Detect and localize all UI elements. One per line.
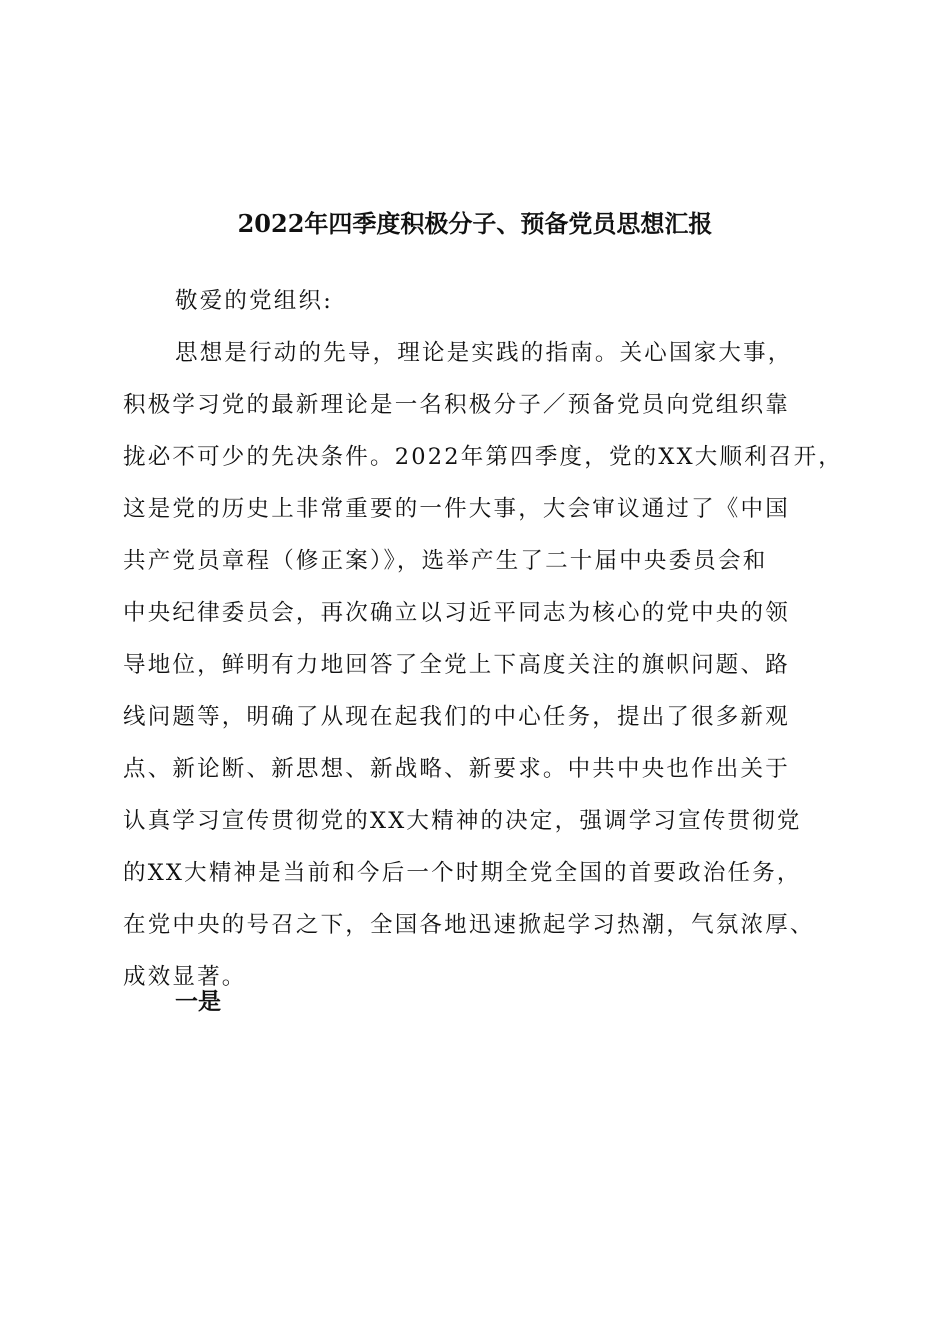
body-paragraph	[123, 334, 841, 1010]
page-title: 2022年四季度积极分子、预备党员思想汇报	[237, 209, 713, 238]
salutation: 敬爱的党组织:	[175, 288, 333, 314]
paragraph-line: 导地位，鲜明有力地回答了全党上下高度关注的旗帜问题、路	[123, 652, 790, 678]
point-heading: 一是	[175, 988, 221, 1015]
paragraph-line: 中央纪律委员会，再次确立以习近平同志为核心的党中央的领	[123, 600, 790, 626]
paragraph-line: 成效显著。	[123, 964, 247, 990]
paragraph-line: 线问题等，明确了从现在起我们的中心任务，提出了很多新观	[123, 704, 790, 730]
paragraph-line: 这是党的历史上非常重要的一件大事，大会审议通过了《中国	[123, 496, 790, 522]
paragraph-line: 的XX大精神是当前和今后一个时期全党全国的首要政治任务，	[123, 860, 802, 886]
paragraph-line: 共产党员章程（修正案）》，选举产生了二十届中央委员会和	[123, 548, 768, 574]
paragraph-line: 拢必不可少的先决条件。2022年第四季度，党的XX大顺利召开，	[123, 444, 843, 470]
paragraph-line: 在党中央的号召之下，全国各地迅速掀起学习热潮，气氛浓厚、	[123, 912, 815, 938]
paragraph-line: 点、新论断、新思想、新战略、新要求。中共中央也作出关于	[123, 756, 790, 782]
paragraph-line: 积极学习党的最新理论是一名积极分子／预备党员向党组织靠	[123, 392, 790, 418]
paragraph-line: 认真学习宣传贯彻党的XX大精神的决定，强调学习宣传贯彻党	[123, 808, 802, 834]
paragraph-line: 思想是行动的先导，理论是实践的指南。关心国家大事，	[175, 340, 793, 366]
